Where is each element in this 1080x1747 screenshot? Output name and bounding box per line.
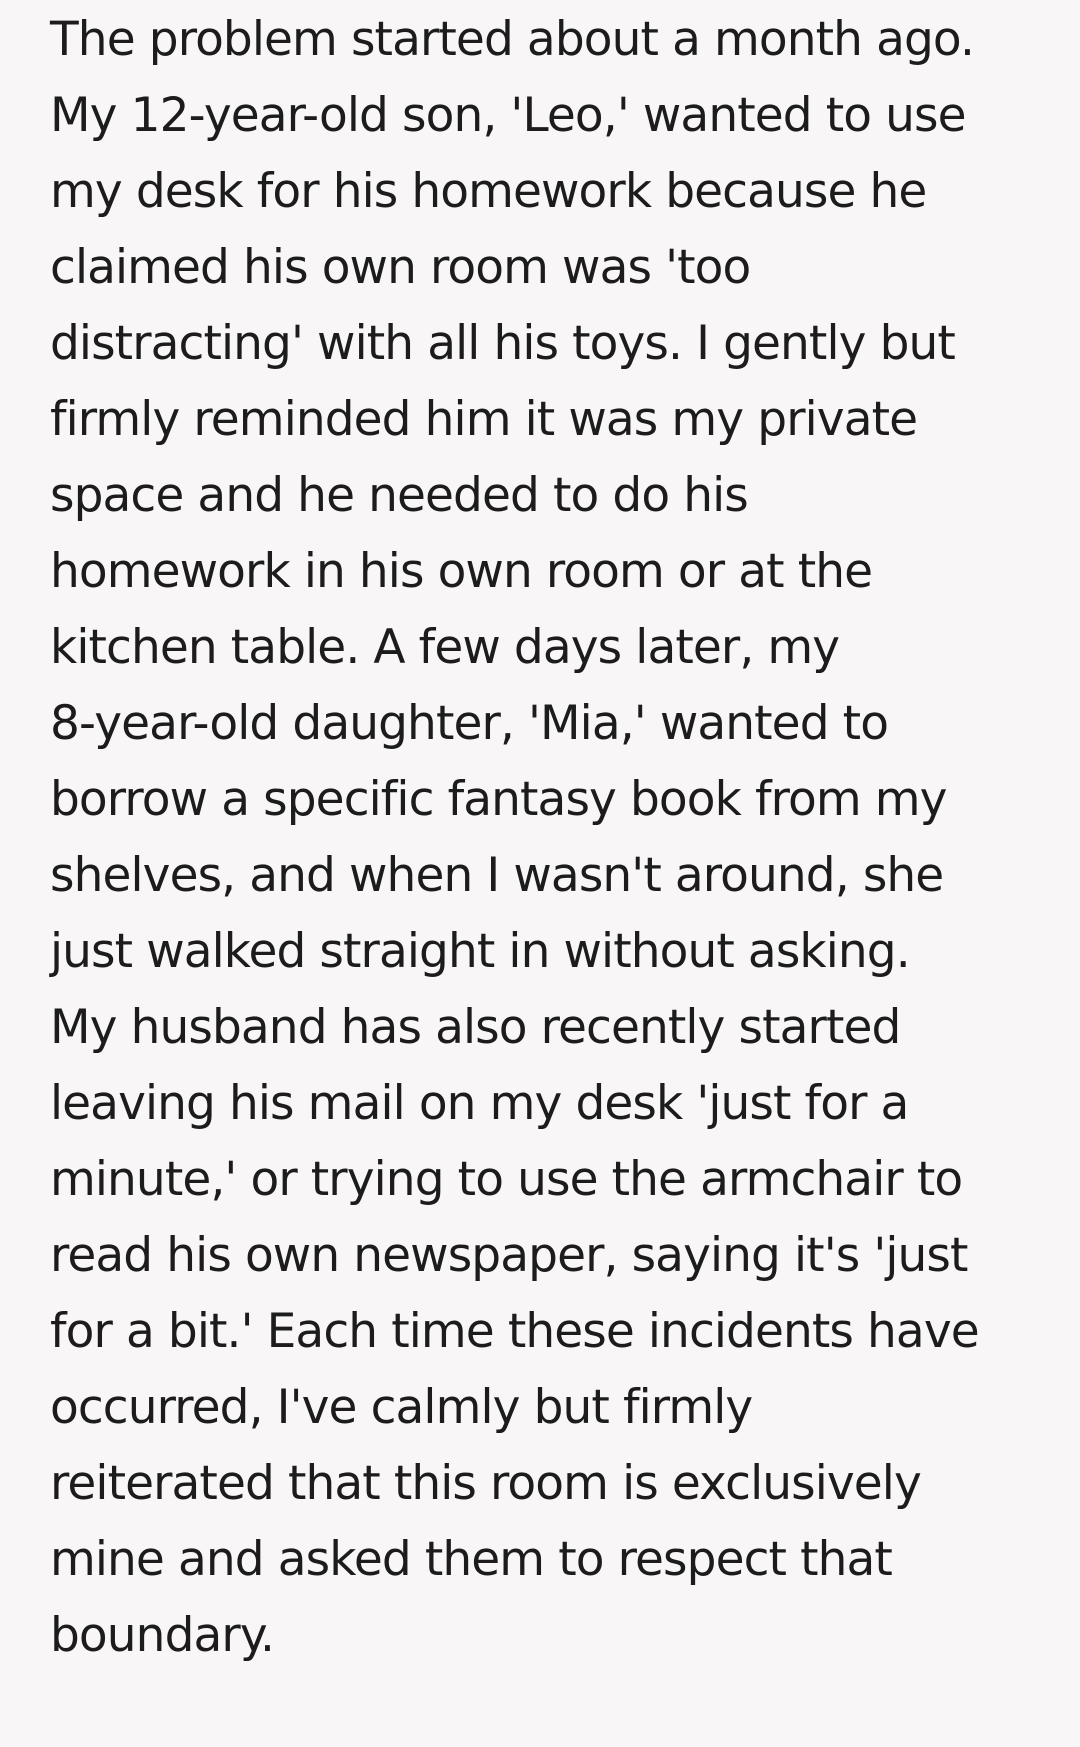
post-text-line: My husband has also recently started bbox=[50, 1000, 901, 1055]
post-text-line: for a bit.' Each time these incidents have bbox=[50, 1304, 979, 1359]
post-text-line: leaving his mail on my desk 'just for a bbox=[50, 1076, 909, 1131]
post-text-line: The problem started about a month ago. bbox=[50, 12, 974, 67]
post-text-line: shelves, and when I wasn't around, she bbox=[50, 848, 944, 903]
post-text-line: my desk for his homework because he bbox=[50, 164, 927, 219]
post-text-line: My 12-year-old son, 'Leo,' wanted to use bbox=[50, 88, 966, 143]
post-text-line: 8-year-old daughter, 'Mia,' wanted to bbox=[50, 696, 889, 751]
post-text-line: homework in his own room or at the bbox=[50, 544, 873, 599]
post-text-line: claimed his own room was 'too bbox=[50, 240, 751, 295]
post-text-line: just walked straight in without asking. bbox=[50, 924, 910, 979]
post-text-line: distracting' with all his toys. I gently but bbox=[50, 316, 955, 371]
post-text-line: boundary. bbox=[50, 1608, 275, 1663]
post-text-line: borrow a specific fantasy book from my bbox=[50, 772, 947, 827]
post-text-line: mine and asked them to respect that bbox=[50, 1532, 892, 1587]
post-text-line: reiterated that this room is exclusively bbox=[50, 1456, 921, 1511]
post-text-line: firmly reminded him it was my private bbox=[50, 392, 918, 447]
post-text-line: read his own newspaper, saying it's 'just bbox=[50, 1228, 968, 1283]
post-text-line: kitchen table. A few days later, my bbox=[50, 620, 840, 675]
post-body-text bbox=[50, 2, 1060, 1674]
post-text-line: occurred, I've calmly but firmly bbox=[50, 1380, 753, 1435]
post-text-line: space and he needed to do his bbox=[50, 468, 748, 523]
post-text-line: minute,' or trying to use the armchair to bbox=[50, 1152, 963, 1207]
